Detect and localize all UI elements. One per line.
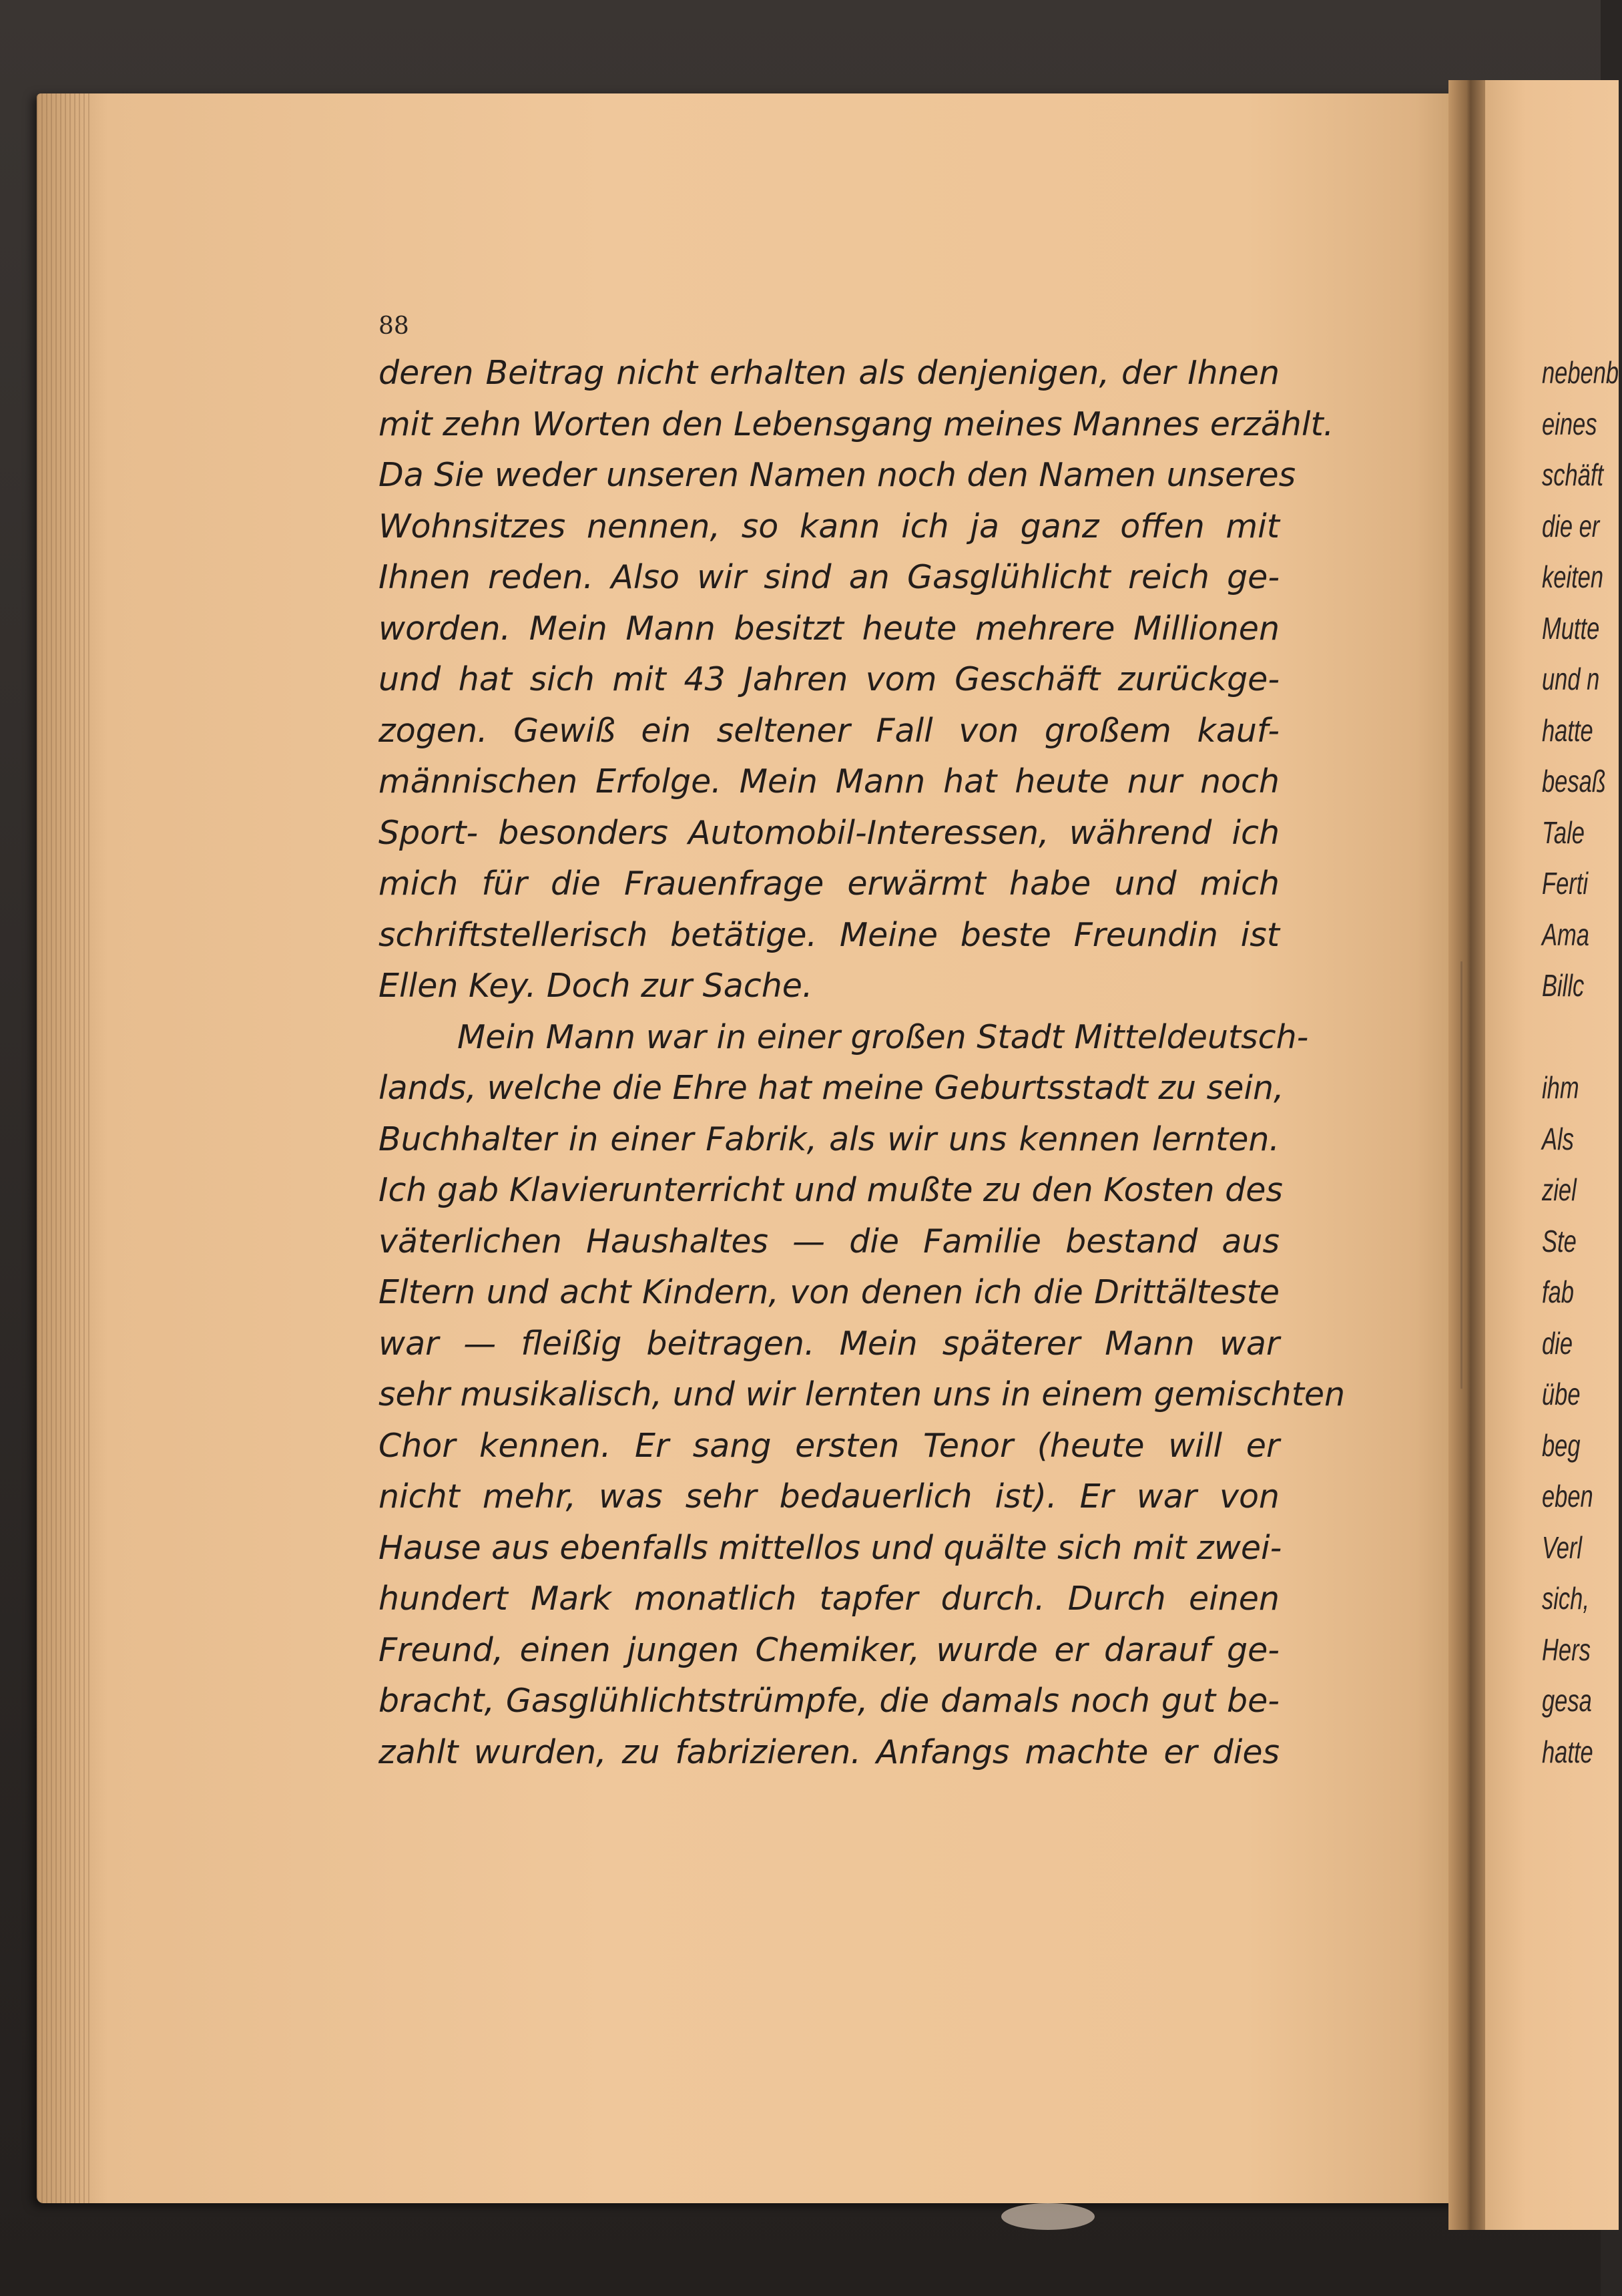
text-line: deren Beitrag nicht erhalten als denjenigen, der Ihnen [378,354,1280,392]
fragment-line: Ste [1542,1223,1577,1258]
fragment-line: ihm [1542,1070,1579,1105]
text-line: Chor kennen. Er sang ersten Tenor (heute will er [378,1426,1280,1465]
fragment-line: die er [1542,508,1600,543]
fragment-line: Ama [1542,917,1589,952]
fragment-line: hatte [1542,1734,1593,1769]
text-line: Mein Mann war in einer großen Stadt Mitteldeutsch- [457,1017,1309,1056]
text-line: Hause aus ebenfalls mittellos und quälte sich mit zwei- [378,1528,1282,1567]
fragment-line: Mutte [1542,610,1600,646]
fragment-line: eben [1542,1479,1593,1514]
text-line: zogen. Gewiß ein seltener Fall von großem kauf- [378,711,1280,750]
fragment-line: gesa [1542,1683,1592,1718]
fragment-line: besaß [1542,764,1606,798]
fragment-line: Ferti [1542,866,1588,901]
page-number: 88 [378,312,409,340]
text-line: Eltern und acht Kindern, von denen ich die Drittälteste [378,1273,1280,1311]
text-line: schriftstellerisch betätige. Meine beste Freundin ist [378,915,1280,954]
text-line: Da Sie weder unseren Namen noch den Namen unseres [378,456,1296,494]
paragraph-gap [1542,1011,1622,1063]
paper-stain [1001,2203,1095,2230]
facing-page-fragments [1542,347,1622,1777]
fragment-line: die [1542,1325,1573,1361]
text-line: bracht, Gasglühlichtstrümpfe, die damals noch gut be- [378,1682,1280,1720]
fragment-line: übe [1542,1377,1581,1411]
text-line: Buchhalter in einer Fabrik, als wir uns kennen lernten. [378,1120,1280,1158]
fragment-line: nebenb [1542,355,1619,390]
fragment-line: beg [1542,1427,1581,1463]
fragment-line: Hers [1542,1632,1591,1667]
text-line: nicht mehr, was sehr bedauerlich ist). Er war von [378,1477,1280,1516]
text-line: mich für die Frauenfrage erwärmt habe und mich [378,865,1280,903]
margin-pencil-mark [1460,961,1462,1389]
fragment-line: schäft [1542,457,1604,492]
text-line: Ihnen reden. Also wir sind an Gasglühlicht reich ge- [378,558,1280,596]
fragment-line: hatte [1542,712,1593,748]
text-line: väterlichen Haushaltes — die Familie bestand aus [378,1222,1280,1260]
text-line: Sport- besonders Automobil-Interessen, während ich [378,813,1280,852]
body-text [378,348,1346,1778]
page-stack-edge [37,93,90,2203]
text-line: lands, welche die Ehre hat meine Geburtsstadt zu sein, [378,1069,1284,1107]
fragment-line: Tale [1542,815,1585,850]
text-line: worden. Mein Mann besitzt heute mehrere Millionen [378,609,1280,648]
text-line: sehr musikalisch, und wir lernten uns in einem gemischten [378,1375,1346,1413]
text-line: mit zehn Worten den Lebensgang meines Mannes erzählt. [378,405,1334,443]
text-line: männischen Erfolge. Mein Mann hat heute nur noch [378,762,1280,800]
text-line: Ellen Key. Doch zur Sache. [378,967,813,1005]
text-line: und hat sich mit 43 Jahren vom Geschäft zurückge- [378,660,1280,698]
fragment-line: ziel [1542,1172,1577,1207]
text-line: Freund, einen jungen Chemiker, wurde er darauf ge- [378,1630,1280,1669]
fragment-line: eines [1542,406,1597,441]
text-line: war — fleißig beitragen. Mein späterer Mann war [378,1324,1280,1363]
fragment-line: sich, [1542,1581,1589,1616]
fragment-line: und n [1542,662,1600,696]
fragment-line: keiten [1542,559,1604,594]
book-gutter [1448,80,1489,2230]
text-line: Ich gab Klavierunterricht und mußte zu den Kosten des [378,1171,1283,1209]
text-line: hundert Mark monatlich tapfer durch. Durch einen [378,1580,1280,1618]
fragment-line: Als [1542,1121,1574,1156]
fragment-line: fab [1542,1275,1574,1309]
text-line: Wohnsitzes nennen, so kann ich ja ganz offen mit [378,507,1280,545]
fragment-line: Verl [1542,1530,1583,1565]
fragment-line: Billc [1542,968,1585,1003]
text-line: zahlt wurden, zu fabrizieren. Anfangs machte er dies [378,1733,1280,1771]
